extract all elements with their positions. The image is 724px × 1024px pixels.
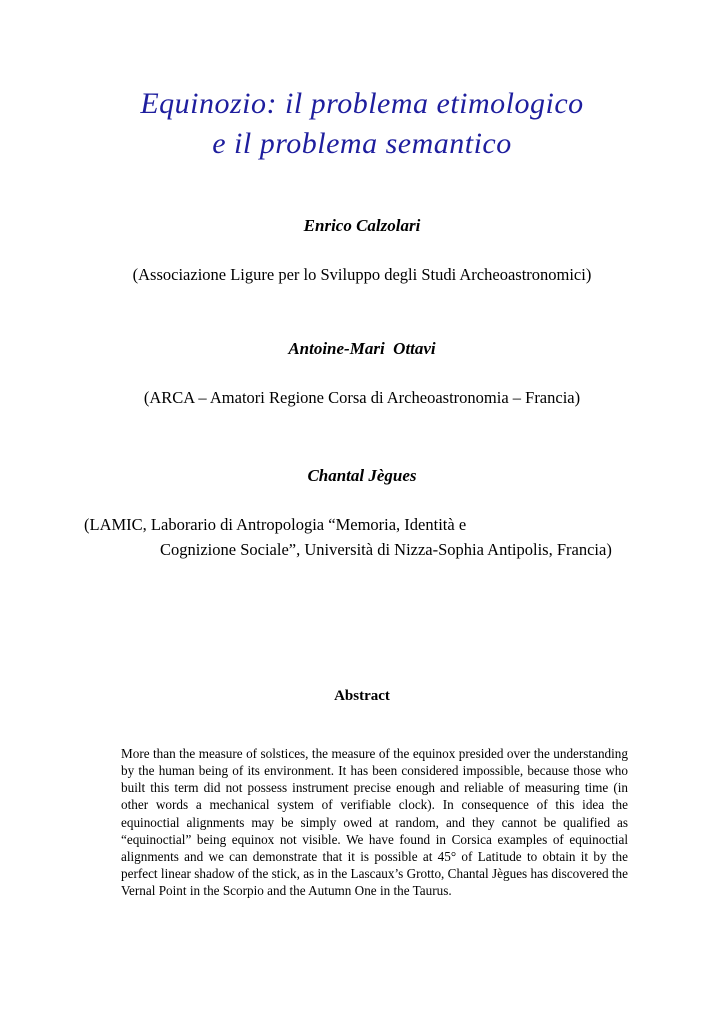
affiliation-line: (ARCA – Amatori Regione Corsa di Archeoastronomia – Francia) bbox=[143, 388, 581, 407]
paper-title-line-1: Equinozio: il problema etimologico bbox=[140, 87, 584, 120]
author-affiliation-3 bbox=[0, 512, 724, 562]
paper-title bbox=[0, 84, 724, 164]
author-name-1: Enrico Calzolari bbox=[303, 216, 421, 235]
author-block-2 bbox=[0, 339, 724, 410]
affiliation-line: (LAMIC, Laborario di Antropologia “Memoria, Identità e bbox=[84, 515, 467, 534]
abstract-body: More than the measure of solstices, the measure of the equinox presided over the understanding by the human being of its environment. It has been considered impossible, because those who built this term did not possess instrument precise enough and reliable of measuring time (in other words a mechanical system of verifiable clock). In consequence of this idea the equinoctial alignments may be simply owed at random, and they cannot be qualified as “equinoctial” being equinox not visible. We have found in Corsica examples of equinoctial alignments and we can demonstrate that it is possible at 45° of Latitude to obtain it by the perfect linear shadow of the stick, as in the Lascaux’s Grotto, Chantal Jègues has discovered the Vernal Point in the Scorpio and the Autumn One in the Taurus. bbox=[121, 746, 628, 899]
paper-title-line-2: e il problema semantico bbox=[212, 127, 512, 160]
author-block-1 bbox=[0, 216, 724, 287]
author-affiliation-1 bbox=[0, 262, 724, 287]
author-name-2: Antoine-Mari Ottavi bbox=[288, 339, 436, 358]
author-name-3: Chantal Jègues bbox=[307, 466, 417, 485]
abstract-heading: Abstract bbox=[334, 688, 390, 704]
authors-section bbox=[0, 216, 724, 562]
author-affiliation-2 bbox=[0, 385, 724, 410]
author-block-3 bbox=[0, 466, 724, 562]
affiliation-line: Cognizione Sociale”, Università di Nizza-Sophia Antipolis, Francia) bbox=[160, 540, 612, 559]
affiliation-line: (Associazione Ligure per lo Sviluppo degli Studi Archeoastronomici) bbox=[132, 265, 592, 284]
